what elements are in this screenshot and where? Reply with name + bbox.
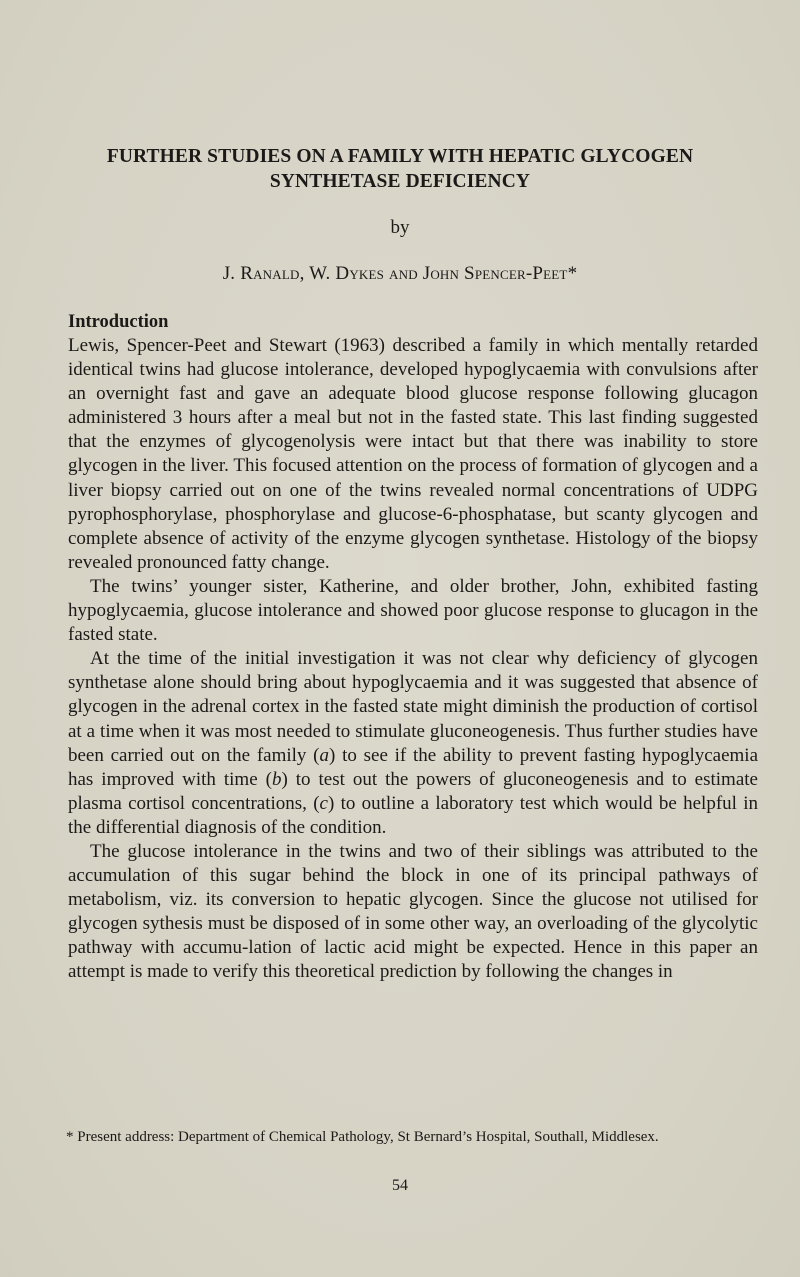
article-title-line-1: FURTHER STUDIES ON A FAMILY WITH HEPATIC GLYCOGEN (106, 146, 694, 167)
paragraph-2: The twins’ younger sister, Katherine, and older brother, John, exhibited fasting hypoglycaemia, glucose intolerance and showed poor glucose response to glucagon in the fasted state. (68, 575, 758, 646)
section-heading-introduction: Introduction (68, 312, 169, 332)
paragraph-3-text-3: ) to test out the powers of gluconeogenesis and to estimate plasma cortisol concentrations, ( (68, 768, 758, 814)
paragraph-1: Lewis, Spencer-Peet and Stewart (1963) described a family in which mentally retarded identical twins had glucose intolerance, developed hypoglycaemia with convulsions after an overnight fast and gave an adequate blood glucose response following glucagon administered 3 hours after a meal but not in the fasted state. This last finding suggested that the enzymes of glycogenolysis were intact but that there was inability to store glycogen in the liver. This focused attention on the process of formation of glycogen and a liver biopsy carried out on one of the twins revealed normal concentrations of UDPG pyrophosphorylase, phosphorylase and glucose-6-phosphatase, but scanty glycogen and complete absence of activity of the enzyme glycogen synthetase. Histology of the biopsy revealed pronounced fatty change. (68, 335, 758, 573)
article-title-line-2: SYNTHETASE DEFICIENCY (269, 171, 531, 192)
author-list: J. Ranald, W. Dykes and John Spencer-Peet* (222, 263, 578, 284)
paragraph-3-text-4: ) to outline a laboratory test which would be helpful in the differential diagnosis of the condition. (68, 792, 759, 838)
article-body (68, 310, 758, 985)
paragraph-3-text-1: At the time of the initial investigation it was not clear why deficiency of glycogen synthetase alone should bring about hypoglycaemia and it was suggested that absence of glycogen in the adrenal cortex in the fasted state might diminish the production of cortisol at a time when it was most needed to stimulate gluconeogenesis. Thus further studies have been carried out on the family ( (68, 648, 758, 766)
paragraph-3-text-2: ) to see if the ability to prevent fasting hypoglycaemia has improved with time ( (68, 744, 759, 790)
page-number: 54 (392, 1177, 408, 1194)
list-label-c: c (319, 792, 328, 814)
list-label-a: a (319, 744, 330, 766)
paragraph-4: The glucose intolerance in the twins and two of their siblings was attributed to the accumulation of this sugar behind the block in one of its principal pathways of metabolism, viz. its conversion to hepatic glycogen. Since the glucose not utilised for glycogen sythesis must be disposed of in some other way, an overloading of the glycolytic pathway with accumu-lation of lactic acid might be expected. Hence in this paper an attempt is made to verify this theoretical prediction by following the changes in (68, 840, 758, 983)
paragraph-3 (68, 647, 758, 840)
byline-by: by (390, 217, 410, 238)
article-title (40, 144, 760, 194)
footnote-present-address: * Present address: Department of Chemical Pathology, St Bernard’s Hospital, Southall, Middlesex. (66, 1129, 659, 1145)
list-label-b: b (271, 768, 282, 790)
